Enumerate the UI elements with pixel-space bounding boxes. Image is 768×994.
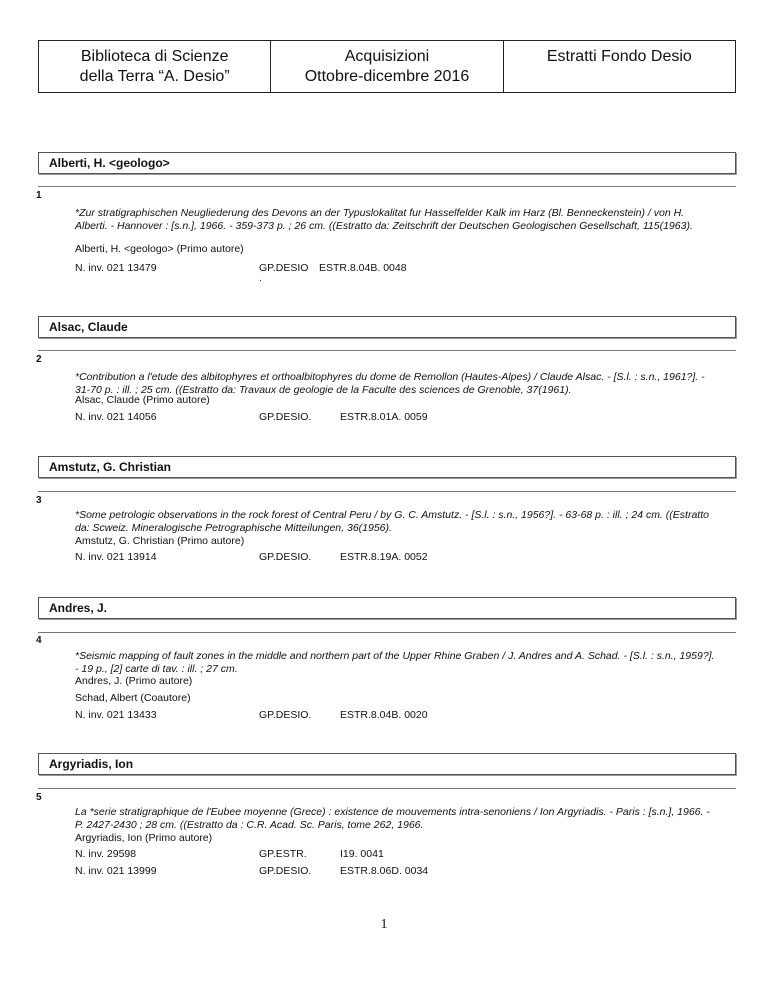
- author-heading: Alberti, H. <geologo>: [38, 152, 736, 174]
- holding-location: GP.DESIO.: [259, 709, 312, 721]
- holding-extra-mark: .: [259, 273, 262, 284]
- entry-responsibility: Argyriadis, Ion (Primo autore): [75, 832, 213, 844]
- entry-number: 5: [36, 792, 42, 803]
- holding-location: GP.DESIO: [259, 262, 309, 274]
- header-library: [39, 41, 271, 92]
- entry-responsibility: Alberti, H. <geologo> (Primo autore): [75, 243, 244, 255]
- entry-description: *Seismic mapping of fault zones in the middle and northern part of the Upper Rhine Graben / J. Andres and A. Schad. - [S.l. : s.n., 1959?]. - 19 p., [2] carte di tav. : ill. ; 27 cm.: [75, 650, 715, 675]
- entry-description: *Contribution a l'etude des albitophyres et orthoalbitophyres du dome de Remollon (Hautes-Alpes) / Claude Alsac. - [S.l. : s.n., 1961?]. - 31-70 p. : ill. ; 25 cm. ((Estratto da: Travaux de geologie de la Faculte des sciences de Grenoble, 37(1961).: [75, 371, 705, 396]
- holding-inventory: N. inv. 021 13433: [75, 709, 157, 721]
- page-header: [38, 40, 736, 93]
- holding-location: GP.ESTR.: [259, 848, 307, 860]
- header-acquisitions: [271, 41, 503, 92]
- entry-divider: [38, 632, 736, 633]
- holding-inventory: N. inv. 021 13914: [75, 551, 157, 563]
- entry-responsibility: Alsac, Claude (Primo autore): [75, 394, 210, 406]
- entry-number: 1: [36, 190, 42, 201]
- holding-inventory: N. inv. 021 14056: [75, 411, 157, 423]
- holding-shelfmark: ESTR.8.06D. 0034: [340, 865, 429, 877]
- entry-number: 2: [36, 354, 42, 365]
- page-number: 1: [380, 917, 388, 932]
- holding-shelfmark: ESTR.8.04B. 0048: [319, 262, 407, 274]
- holding-location: GP.DESIO.: [259, 411, 312, 423]
- author-heading: Alsac, Claude: [38, 316, 736, 338]
- header-collection: [504, 41, 735, 92]
- header-library-line2: della Terra “A. Desio”: [79, 68, 230, 85]
- author-heading: Amstutz, G. Christian: [38, 456, 736, 478]
- holding-shelfmark: ESTR.8.01A. 0059: [340, 411, 428, 423]
- entry-divider: [38, 350, 736, 351]
- header-acquisitions-line1: Acquisizioni: [344, 48, 430, 65]
- entry-divider: [38, 491, 736, 492]
- holding-inventory: N. inv. 021 13999: [75, 865, 157, 877]
- entry-coauthor: Schad, Albert (Coautore): [75, 692, 191, 704]
- header-acquisitions-line2: Ottobre-dicembre 2016: [304, 68, 470, 85]
- holding-location: GP.DESIO.: [259, 865, 312, 877]
- header-library-line1: Biblioteca di Scienze: [80, 48, 229, 65]
- entry-description: *Zur stratigraphischen Neugliederung des Devons an der Typuslokalitat fur Hasselfelder Kalk im Harz (Bl. Benneckenstein) / von H. Alberti. - Hannover : [s.n.], 1966. - 359-373 p. ; 26 cm. ((Estratto da: Zeitschrift der Deutschen Geologischen Gesellschaft, 115(1963).: [75, 207, 693, 232]
- entry-responsibility: Andres, J. (Primo autore): [75, 675, 193, 687]
- author-heading: Andres, J.: [38, 597, 736, 619]
- entry-description: La *serie stratigraphique de l'Eubee moyenne (Grece) : existence de mouvements intra-senoniens / Ion Argyriadis. - Paris : [s.n.], 1966. - P. 2427-2430 ; 28 cm. ((Estratto da : C.R. Acad. Sc. Paris, tome 262, 1966.: [75, 806, 710, 831]
- holding-shelfmark: I19. 0041: [340, 848, 384, 860]
- author-heading: Argyriadis, Ion: [38, 753, 736, 775]
- header-collection-title: Estratti Fondo Desio: [546, 48, 692, 65]
- entry-description: *Some petrologic observations in the rock forest of Central Peru / by G. C. Amstutz. - [S.l. : s.n., 1956?]. - 63-68 p. : ill. ; 24 cm. ((Estratto da: Scweiz. Mineralogische Petrographische Mitteilungen, 36(1956).: [75, 509, 709, 534]
- entry-number: 3: [36, 495, 42, 506]
- entry-divider: [38, 788, 736, 789]
- holding-shelfmark: ESTR.8.04B. 0020: [340, 709, 428, 721]
- holding-shelfmark: ESTR.8.19A. 0052: [340, 551, 428, 563]
- entry-responsibility: Amstutz, G. Christian (Primo autore): [75, 535, 245, 547]
- entry-number: 4: [36, 635, 42, 646]
- holding-inventory: N. inv. 29598: [75, 848, 137, 860]
- holding-inventory: N. inv. 021 13479: [75, 262, 157, 274]
- holding-location: GP.DESIO.: [259, 551, 312, 563]
- entry-divider: [38, 186, 736, 187]
